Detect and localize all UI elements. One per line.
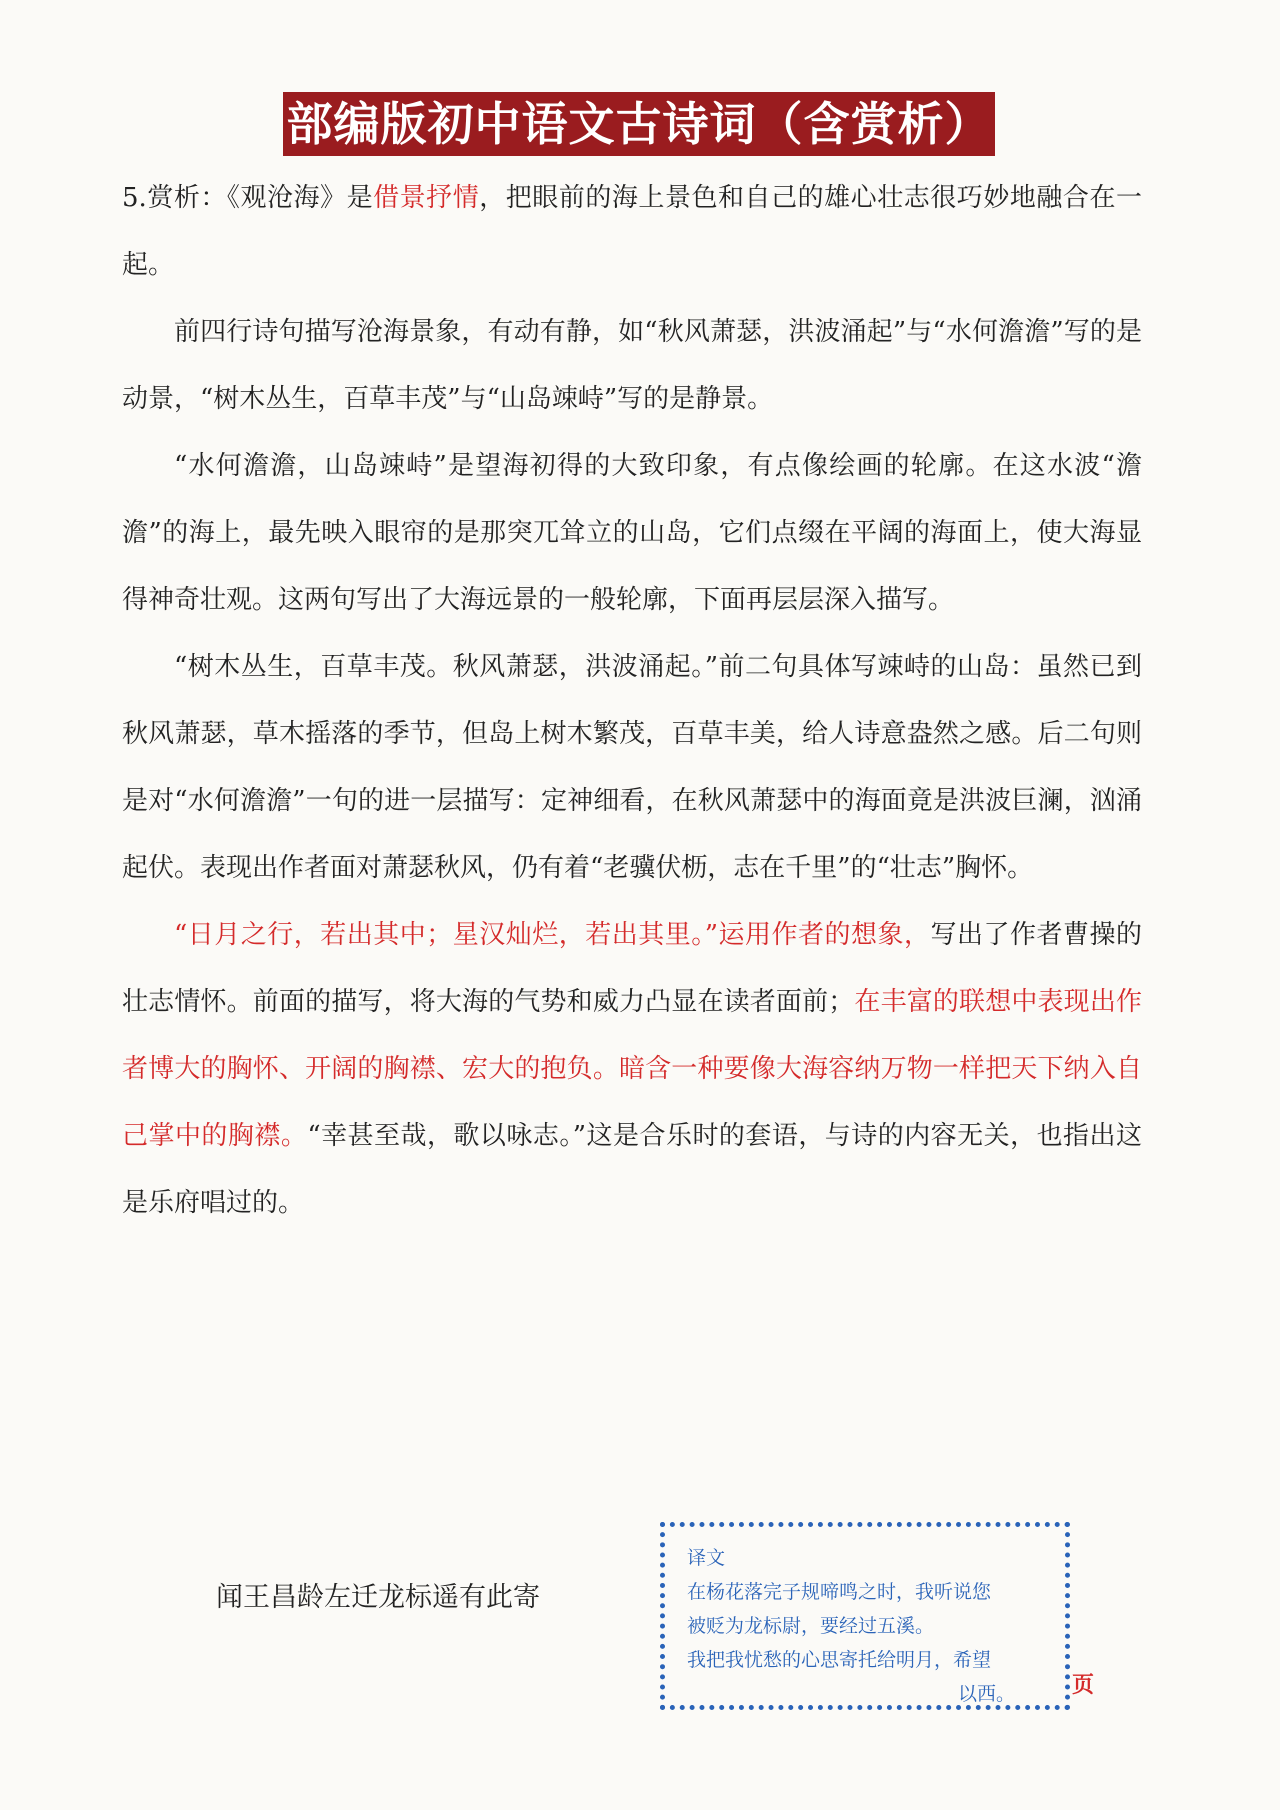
paragraph-3 — [122, 433, 1142, 634]
paragraph-4-seg-1: “树木丛生，百草丰茂。秋风萧瑟，洪波涌起。”前二句具体写竦峙的山岛：虽然已到秋风萧瑟，草木摇落的季节，但岛上树木繁茂，百草丰美，给人诗意盎然之感。后二句则是对“水何澹澹”一句的进一层描写：定神细看，在秋风萧瑟中的海面竟是洪波巨澜，汹涌起伏。表现出作者面对萧瑟秋风，仍有着“老骥伏枥，志在千里”的“壮志”胸怀。 — [122, 652, 1142, 883]
paragraph-1-seg-1: 5.赏析：《观沧海》是 — [122, 183, 374, 213]
paragraph-5-highlight-2: 在丰富的联想中表现出作者博大的胸怀、开阔的胸襟、宏大的抱负。暗含一种要像大海容纳万物一样把天下纳入自己掌中的胸襟。 — [122, 987, 1142, 1151]
translation-line-4: 以西。 — [957, 1683, 1015, 1705]
page-marker: 页 — [1072, 1672, 1095, 1698]
paragraph-2-seg-1: 前四行诗句描写沧海景象，有动有静，如“秋风萧瑟，洪波涌起”与“水何澹澹”写的是动景，“树木丛生，百草丰茂”与“山岛竦峙”写的是静景。 — [122, 317, 1142, 414]
translation-line-2: 被贬为龙标尉，要经过五溪。 — [687, 1615, 935, 1637]
paragraph-1 — [122, 165, 1142, 299]
paragraph-5-seg-4: “幸甚至哉，歌以咏志。”这是合乐时的套语，与诗的内容无关，也指出这是乐府唱过的。 — [122, 1121, 1142, 1218]
paragraph-5 — [122, 902, 1142, 1237]
paragraph-1-highlight: 借景抒情 — [373, 183, 480, 213]
translation-label: 译文 — [687, 1547, 726, 1569]
analysis-text — [122, 165, 1142, 1237]
page-title: 部编版初中语文古诗词（含赏析） — [283, 92, 995, 156]
translation-line-1: 在杨花落完子规啼鸣之时，我听说您 — [687, 1581, 992, 1603]
paragraph-1-seg-3: ，把眼前的海上景色和自己的雄心壮志很巧妙地融合在一起。 — [122, 183, 1142, 280]
translation-box — [660, 1522, 1070, 1710]
paragraph-4 — [122, 634, 1142, 902]
translation-line-3: 我把我忧愁的心思寄托给明月，希望 — [687, 1649, 992, 1671]
poem-title: 闻王昌龄左迁龙标遥有此寄 — [216, 1582, 540, 1613]
paragraph-5-seg-2: 写出了作者曹操的壮志情怀。前面的描写，将大海的气势和威力凸显在读者面前； — [122, 920, 1142, 1017]
paragraph-2 — [122, 299, 1142, 433]
paragraph-3-seg-1: “水何澹澹，山岛竦峙”是望海初得的大致印象，有点像绘画的轮廓。在这水波“澹澹”的海上，最先映入眼帘的是那突兀耸立的山岛，它们点缀在平阔的海面上，使大海显得神奇壮观。这两句写出了大海远景的一般轮廓，下面再层层深入描写。 — [122, 451, 1142, 615]
paragraph-5-highlight-1: “日月之行，若出其中；星汉灿烂，若出其里。”运用作者的想象， — [174, 920, 931, 950]
